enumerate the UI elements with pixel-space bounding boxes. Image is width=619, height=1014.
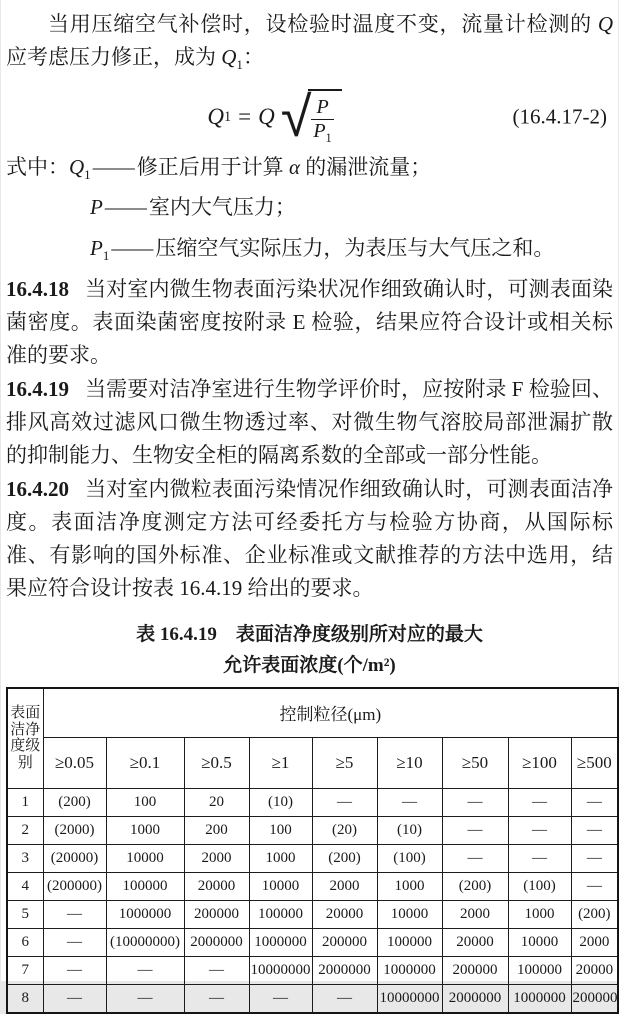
table-row bbox=[7, 816, 618, 844]
equation-number: (16.4.17-2) bbox=[512, 104, 607, 129]
section-text: 当对室内微生物表面污染状况作细致确认时，可测表面染菌密度。表面染菌密度按附录 E 检验，结果应符合设计或相关标准的要求。 bbox=[6, 276, 613, 367]
value-cell: — bbox=[106, 956, 184, 984]
value-cell: 1000 bbox=[249, 844, 312, 872]
value-cell: — bbox=[442, 816, 508, 844]
level-cell: 4 bbox=[7, 872, 43, 900]
value-cell: — bbox=[377, 788, 442, 816]
where-clause bbox=[6, 151, 613, 272]
value-cell: 10000 bbox=[106, 844, 184, 872]
intro-text-1: 当用压缩空气补偿时，设检验时温度不变，流量计检测的 bbox=[48, 12, 598, 36]
value-cell: — bbox=[43, 900, 106, 928]
section-number: 16.4.18 bbox=[6, 276, 69, 301]
value-cell: (100) bbox=[508, 872, 571, 900]
table-row bbox=[7, 872, 618, 900]
fraction-p-over-p1 bbox=[311, 97, 333, 145]
where-sym-p1: P bbox=[90, 235, 103, 260]
value-cell: 10000 bbox=[377, 900, 442, 928]
eq-lhs: Q bbox=[207, 104, 224, 130]
where-text: 修正后用于计算 bbox=[136, 155, 289, 180]
value-cell: 100000 bbox=[508, 956, 571, 984]
paragraph-intro bbox=[6, 8, 613, 81]
value-cell: 2000000 bbox=[312, 956, 377, 984]
equation-row bbox=[6, 85, 613, 149]
value-cell: 20 bbox=[184, 788, 249, 816]
value-cell: (100) bbox=[377, 844, 442, 872]
value-cell: 200000 bbox=[184, 900, 249, 928]
level-cell: 1 bbox=[7, 788, 43, 816]
value-cell: — bbox=[508, 788, 571, 816]
intro-colon: ： bbox=[242, 45, 264, 69]
where-line-q1 bbox=[6, 151, 613, 191]
size-header: ≥500 bbox=[571, 737, 618, 788]
level-cell: 6 bbox=[7, 928, 43, 956]
value-cell: 200000 bbox=[571, 984, 618, 1013]
value-cell: (2000) bbox=[43, 816, 106, 844]
value-cell: 100000 bbox=[106, 872, 184, 900]
section-16-4-20 bbox=[6, 473, 613, 605]
where-line-p1 bbox=[6, 232, 613, 272]
corner-line: 度级 bbox=[10, 738, 41, 755]
table-row bbox=[7, 900, 618, 928]
where-text-2: 的漏泄流量； bbox=[299, 155, 432, 180]
value-cell: 2000000 bbox=[442, 984, 508, 1013]
value-cell: 200000 bbox=[442, 956, 508, 984]
value-cell: 20000 bbox=[184, 872, 249, 900]
value-cell: — bbox=[43, 956, 106, 984]
value-cell: (200) bbox=[442, 872, 508, 900]
size-header: ≥1 bbox=[249, 737, 312, 788]
value-cell: (20000) bbox=[43, 844, 106, 872]
size-header: ≥0.05 bbox=[43, 737, 106, 788]
value-cell: — bbox=[442, 844, 508, 872]
value-cell: (200) bbox=[312, 844, 377, 872]
table-row bbox=[7, 788, 618, 816]
value-cell: 2000 bbox=[184, 844, 249, 872]
value-cell: 1000000 bbox=[249, 928, 312, 956]
table-caption bbox=[6, 619, 613, 681]
where-text: 室内大气压力； bbox=[148, 195, 296, 220]
value-cell: 10000 bbox=[249, 872, 312, 900]
size-header: ≥5 bbox=[312, 737, 377, 788]
table-header-row-1 bbox=[7, 688, 618, 738]
value-cell: — bbox=[571, 788, 618, 816]
intro-text-2: 应考虑压力修正，成为 bbox=[6, 45, 222, 69]
value-cell: (20) bbox=[312, 816, 377, 844]
value-cell: (10) bbox=[377, 816, 442, 844]
value-cell: 2000 bbox=[442, 900, 508, 928]
value-cell: 1000 bbox=[106, 816, 184, 844]
fraction-numerator: P bbox=[311, 97, 333, 120]
section-16-4-19 bbox=[6, 373, 613, 472]
square-root bbox=[280, 85, 342, 151]
eq-coefficient: Q bbox=[258, 104, 275, 130]
flow-symbol-q1: Q bbox=[221, 45, 237, 69]
value-cell: — bbox=[106, 984, 184, 1013]
table-row bbox=[7, 984, 618, 1013]
size-header: ≥100 bbox=[508, 737, 571, 788]
value-cell: — bbox=[184, 984, 249, 1013]
value-cell: — bbox=[43, 984, 106, 1013]
den-base: P bbox=[313, 120, 326, 143]
value-cell: 20000 bbox=[571, 956, 618, 984]
value-cell: — bbox=[571, 816, 618, 844]
value-cell: — bbox=[312, 788, 377, 816]
value-cell: 200 bbox=[184, 816, 249, 844]
where-sym-p: P bbox=[90, 195, 103, 220]
value-cell: (200) bbox=[571, 900, 618, 928]
value-cell: 1000 bbox=[377, 872, 442, 900]
fraction-denominator bbox=[313, 120, 331, 145]
value-cell: 1000000 bbox=[106, 900, 184, 928]
value-cell: 2000 bbox=[312, 872, 377, 900]
value-cell: — bbox=[508, 816, 571, 844]
value-cell: — bbox=[312, 984, 377, 1013]
value-cell: 2000000 bbox=[184, 928, 249, 956]
value-cell: — bbox=[43, 928, 106, 956]
eq-equals: = bbox=[238, 104, 252, 130]
where-prefix: 式中： bbox=[6, 155, 69, 180]
table-row bbox=[7, 928, 618, 956]
where-text: 压缩空气实际压力，为表压与大气压之和。 bbox=[155, 235, 555, 260]
table-row bbox=[7, 956, 618, 984]
value-cell: — bbox=[442, 788, 508, 816]
value-cell: 100 bbox=[106, 788, 184, 816]
controlled-particle-size-header: 控制粒径(μm) bbox=[43, 688, 618, 738]
value-cell: — bbox=[249, 984, 312, 1013]
value-cell: — bbox=[508, 844, 571, 872]
corner-header-surface-cleanliness-level bbox=[7, 688, 43, 789]
value-cell: — bbox=[571, 872, 618, 900]
value-cell: — bbox=[571, 844, 618, 872]
size-header: ≥0.1 bbox=[106, 737, 184, 788]
value-cell: 100000 bbox=[377, 928, 442, 956]
value-cell: — bbox=[184, 956, 249, 984]
table-caption-line2: 允许表面浓度(个/m²) bbox=[223, 654, 396, 676]
where-sym-p1-sub: 1 bbox=[102, 247, 110, 263]
value-cell: 2000 bbox=[571, 928, 618, 956]
value-cell: 20000 bbox=[312, 900, 377, 928]
level-cell: 7 bbox=[7, 956, 43, 984]
table-header-row-2 bbox=[7, 737, 618, 788]
value-cell: 200000 bbox=[312, 928, 377, 956]
where-sym-q1: Q bbox=[69, 155, 85, 180]
size-header: ≥10 bbox=[377, 737, 442, 788]
where-sym-q1-sub: 1 bbox=[84, 167, 91, 183]
level-cell: 8 bbox=[7, 984, 43, 1013]
level-cell: 2 bbox=[7, 816, 43, 844]
value-cell: 1000 bbox=[508, 900, 571, 928]
eq-lhs-sub: 1 bbox=[223, 108, 232, 125]
value-cell: 20000 bbox=[442, 928, 508, 956]
value-cell: (10000000) bbox=[106, 928, 184, 956]
where-line-p bbox=[6, 191, 613, 231]
surface-cleanliness-table bbox=[6, 687, 619, 1014]
flow-symbol-q1-sub: 1 bbox=[236, 57, 243, 73]
corner-line: 洁净 bbox=[10, 721, 41, 738]
value-cell: (200) bbox=[43, 788, 106, 816]
radical-sign-icon: √ bbox=[280, 85, 312, 151]
value-cell: 100 bbox=[249, 816, 312, 844]
corner-line: 表面 bbox=[10, 705, 41, 722]
section-text: 当需要对洁净室进行生物学评价时，应按附录 F 检验回、排风高效过滤风口微生物透过率、对微生物气溶胶局部泄漏扩散的抑制能力、生物安全柜的隔离系数的全部或一部分性能。 bbox=[6, 376, 613, 467]
value-cell: 10000000 bbox=[249, 956, 312, 984]
alpha-symbol: α bbox=[288, 155, 300, 180]
level-cell: 5 bbox=[7, 900, 43, 928]
where-dash: —— bbox=[104, 195, 147, 220]
value-cell: (10) bbox=[249, 788, 312, 816]
den-sub: 1 bbox=[325, 131, 332, 146]
document-page bbox=[1, 0, 618, 1006]
size-header: ≥50 bbox=[442, 737, 508, 788]
where-dash: —— bbox=[92, 155, 135, 180]
equation-16-4-17-2 bbox=[207, 85, 341, 151]
table-row bbox=[7, 844, 618, 872]
table-caption-line1: 表 16.4.19 表面洁净度级别所对应的最大 bbox=[136, 623, 483, 645]
section-number: 16.4.20 bbox=[6, 476, 69, 501]
value-cell: 1000000 bbox=[508, 984, 571, 1013]
section-number: 16.4.19 bbox=[6, 376, 69, 401]
section-text: 当对室内微粒表面污染情况作细致确认时，可测表面洁净度。表面洁净度测定方法可经委托方与检验方协商，从国际标准、有影响的国外标准、企业标准或文献推荐的方法中选用，结果应符合设计按表 16.4.19 给出的要求。 bbox=[6, 476, 613, 600]
value-cell: 1000000 bbox=[377, 956, 442, 984]
value-cell: (200000) bbox=[43, 872, 106, 900]
where-dash: —— bbox=[111, 235, 154, 260]
value-cell: 100000 bbox=[249, 900, 312, 928]
flow-symbol-q: Q bbox=[597, 12, 613, 36]
section-16-4-18 bbox=[6, 273, 613, 372]
size-header: ≥0.5 bbox=[184, 737, 249, 788]
value-cell: 10000 bbox=[508, 928, 571, 956]
radicand bbox=[308, 89, 341, 145]
corner-line: 别 bbox=[17, 754, 33, 771]
value-cell: 10000000 bbox=[377, 984, 442, 1013]
level-cell: 3 bbox=[7, 844, 43, 872]
